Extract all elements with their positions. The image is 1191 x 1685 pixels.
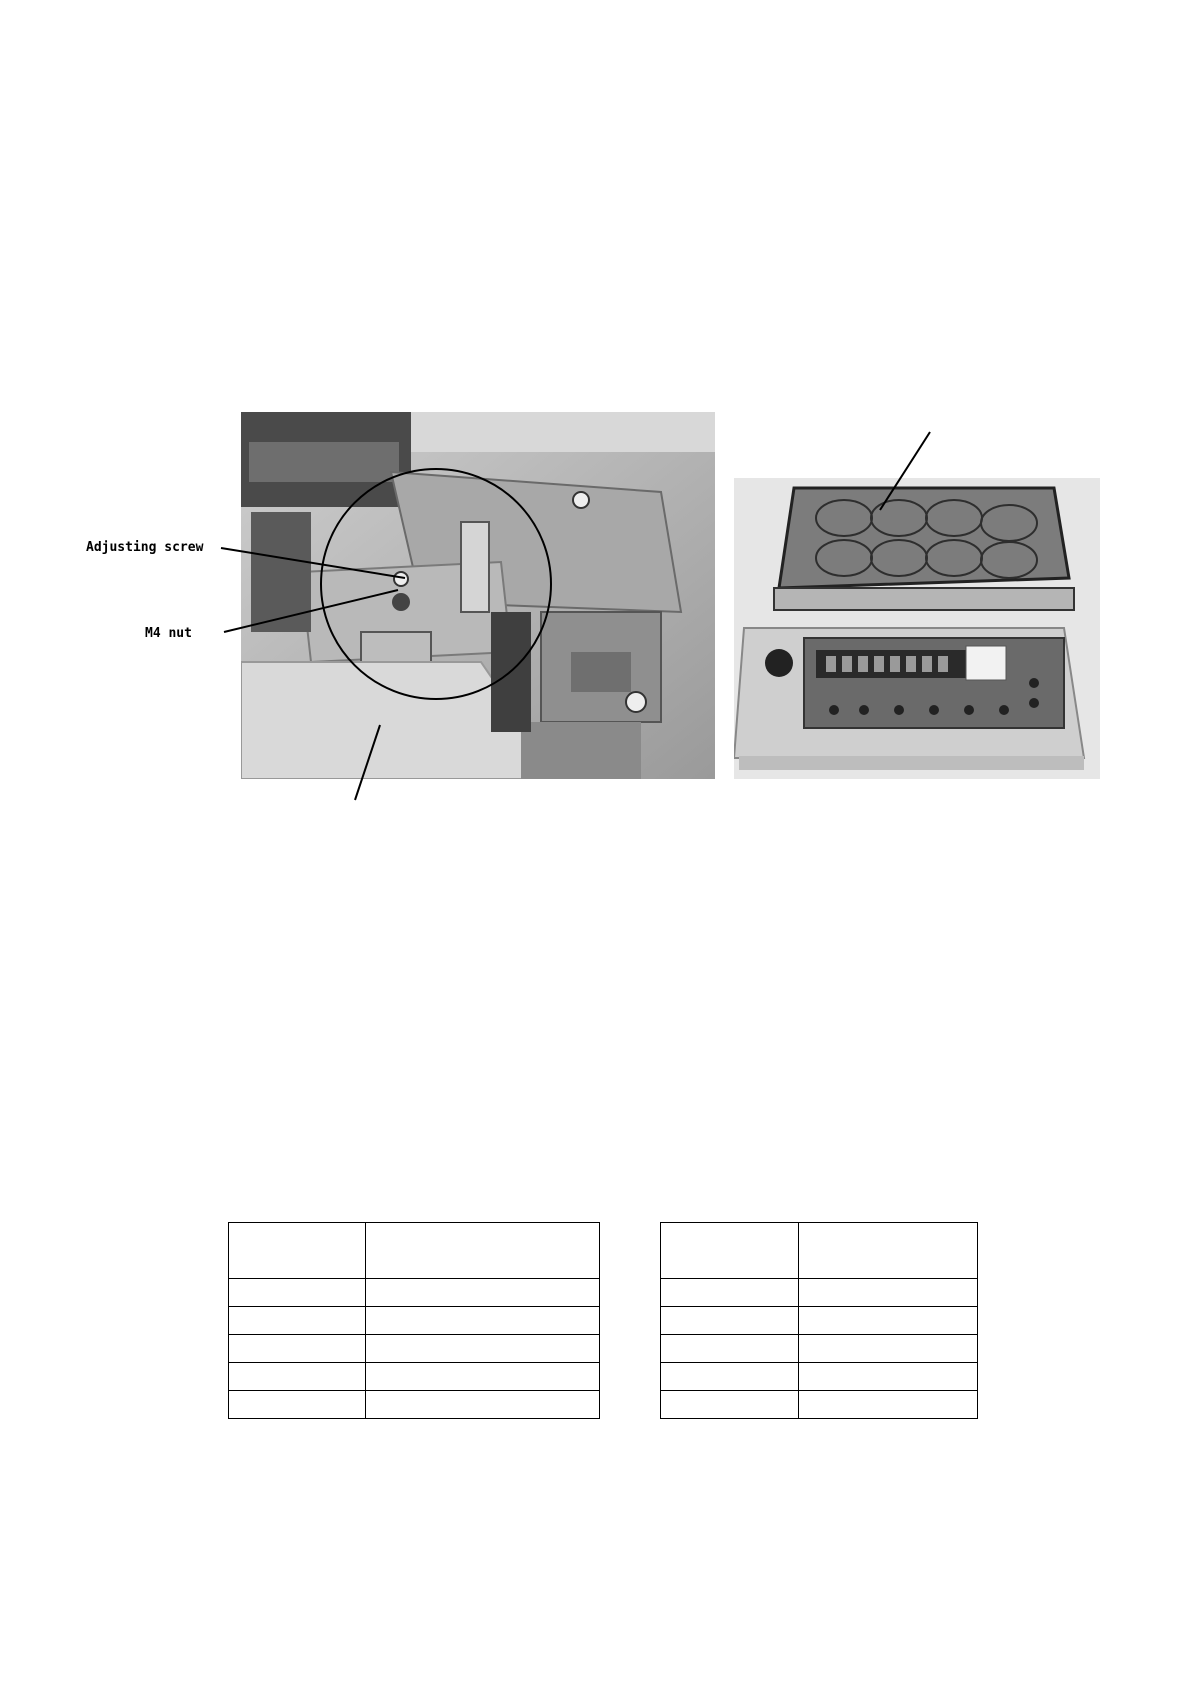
table-cell bbox=[661, 1307, 799, 1335]
adjusting-screw-label: Adjusting screw bbox=[86, 540, 204, 555]
table-cell bbox=[799, 1279, 978, 1307]
table-cell bbox=[229, 1307, 366, 1335]
table-cell bbox=[366, 1307, 600, 1335]
table-row bbox=[229, 1391, 600, 1419]
table-cell bbox=[799, 1391, 978, 1419]
table-cell bbox=[229, 1363, 366, 1391]
table-left bbox=[228, 1222, 600, 1419]
table-cell bbox=[661, 1391, 799, 1419]
table-cell bbox=[366, 1279, 600, 1307]
table-row bbox=[229, 1335, 600, 1363]
m4-nut-label: M4 nut bbox=[145, 626, 192, 641]
table-row bbox=[229, 1363, 600, 1391]
table-row bbox=[229, 1279, 600, 1307]
table-row bbox=[661, 1335, 978, 1363]
table-row bbox=[661, 1363, 978, 1391]
table-header-cell bbox=[799, 1223, 978, 1279]
table-header-row bbox=[661, 1223, 978, 1279]
table-cell bbox=[229, 1279, 366, 1307]
table-row bbox=[661, 1279, 978, 1307]
scale-photo bbox=[734, 478, 1100, 779]
table-cell bbox=[799, 1363, 978, 1391]
table-header-row bbox=[229, 1223, 600, 1279]
mechanism-photo bbox=[241, 412, 715, 779]
table-right bbox=[660, 1222, 978, 1419]
table-row bbox=[229, 1307, 600, 1335]
table-cell bbox=[229, 1391, 366, 1419]
table-cell bbox=[661, 1279, 799, 1307]
table-row bbox=[661, 1391, 978, 1419]
table-cell bbox=[366, 1391, 600, 1419]
table-cell bbox=[799, 1335, 978, 1363]
table-header-cell bbox=[661, 1223, 799, 1279]
table-header-cell bbox=[366, 1223, 600, 1279]
table-header-cell bbox=[229, 1223, 366, 1279]
table-row bbox=[661, 1307, 978, 1335]
table-cell bbox=[229, 1335, 366, 1363]
table-cell bbox=[366, 1363, 600, 1391]
table-cell bbox=[366, 1335, 600, 1363]
table-cell bbox=[661, 1363, 799, 1391]
table-cell bbox=[661, 1335, 799, 1363]
table-cell bbox=[799, 1307, 978, 1335]
